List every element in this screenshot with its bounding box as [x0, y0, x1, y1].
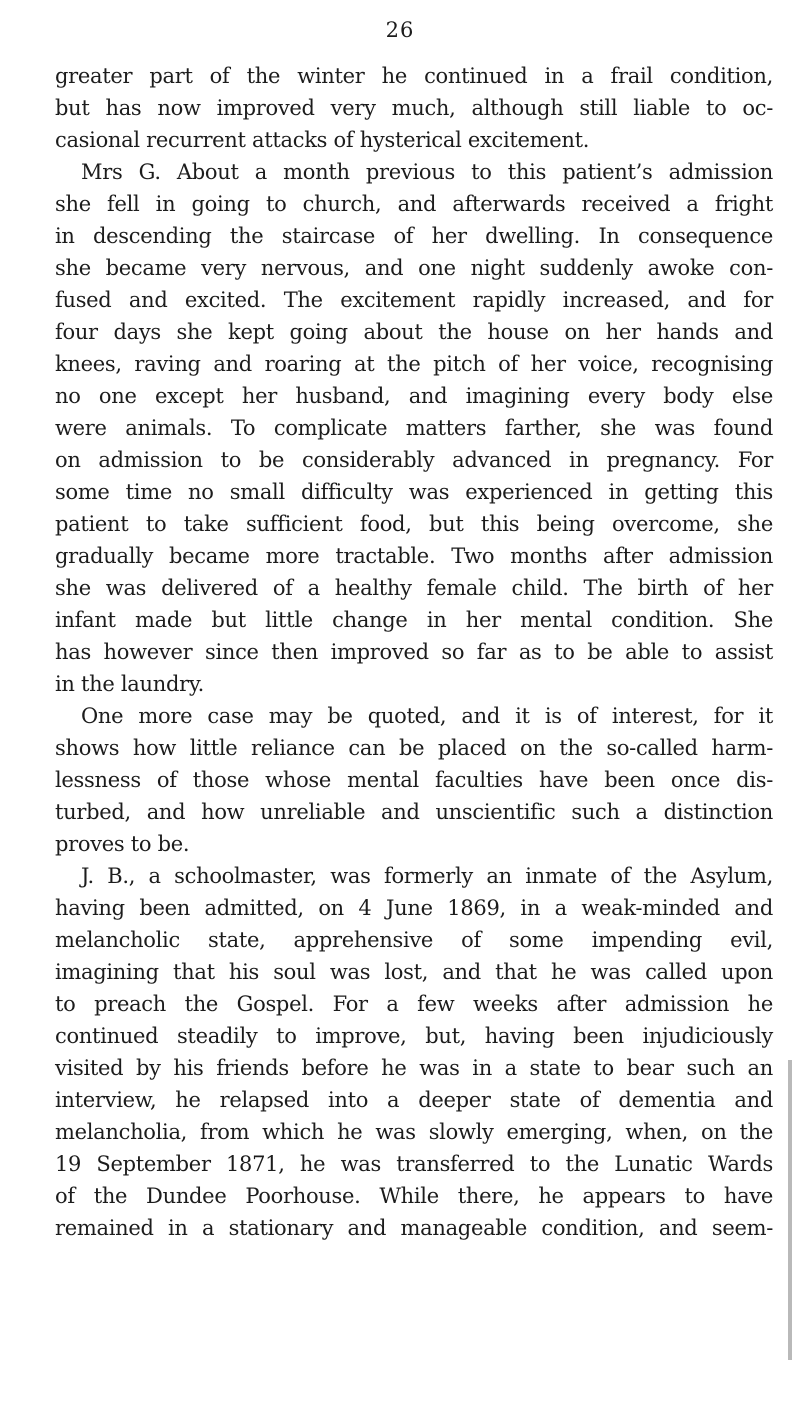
text-line: One more case may be quoted, and it is of interest, for it [81, 704, 773, 728]
text-line: but has now improved very much, although still liable to oc- [55, 96, 773, 120]
text-line: imagining that his soul was lost, and that he was called upon [55, 960, 773, 984]
text-line: proves to be. [55, 832, 190, 856]
text-line: to preach the Gospel. For a few weeks after admission he [55, 992, 773, 1016]
text-line: she was delivered of a healthy female child. The birth of her [55, 576, 773, 600]
text-line: in descending the staircase of her dwelling. In consequence [55, 224, 773, 248]
text-line: visited by his friends before he was in a state to bear such an [55, 1056, 773, 1080]
text-line: remained in a stationary and manageable condition, and seem- [55, 1216, 773, 1240]
text-line: no one except her husband, and imagining every body else [55, 384, 773, 408]
text-line: 19 September 1871, he was transferred to the Lunatic Wards [55, 1152, 773, 1176]
text-line: melancholia, from which he was slowly emerging, when, on the [55, 1120, 773, 1144]
text-line: patient to take sufficient food, but this being overcome, she [55, 512, 773, 536]
text-line: infant made but little change in her mental condition. She [55, 608, 773, 632]
text-line: shows how little reliance can be placed on the so-called harm- [55, 736, 773, 760]
text-line: she fell in going to church, and afterwards received a fright [55, 192, 773, 216]
text-line: she became very nervous, and one night suddenly awoke con- [55, 256, 773, 280]
text-line: greater part of the winter he continued in a frail condition, [55, 64, 773, 88]
body-text [55, 60, 773, 1244]
text-line: on admission to be considerably advanced in pregnancy. For [55, 448, 773, 472]
text-line: melancholic state, apprehensive of some impending evil, [55, 928, 773, 952]
text-line: gradually became more tractable. Two months after admission [55, 544, 773, 568]
text-line: four days she kept going about the house on her hands and [55, 320, 773, 344]
text-line: some time no small difficulty was experienced in getting this [55, 480, 773, 504]
text-line: in the laundry. [55, 672, 205, 696]
page-edge-shadow [788, 1060, 792, 1360]
text-line: has however since then improved so far as to be able to assist [55, 640, 773, 664]
text-line: of the Dundee Poorhouse. While there, he appears to have [55, 1184, 773, 1208]
page-number: 26 [385, 18, 415, 42]
text-line: continued steadily to improve, but, having been injudiciously [55, 1024, 773, 1048]
text-line: turbed, and how unreliable and unscientific such a distinction [55, 800, 773, 824]
text-line: interview, he relapsed into a deeper state of dementia and [55, 1088, 773, 1112]
text-line: J. B., a schoolmaster, was formerly an inmate of the Asylum, [81, 864, 773, 888]
text-line: casional recurrent attacks of hysterical excitement. [55, 128, 590, 152]
text-line: knees, raving and roaring at the pitch of her voice, recognising [55, 352, 773, 376]
text-line: were animals. To complicate matters farther, she was found [55, 416, 773, 440]
text-line: lessness of those whose mental faculties have been once dis- [55, 768, 773, 792]
text-line: having been admitted, on 4 June 1869, in a weak-minded and [55, 896, 773, 920]
text-line: Mrs G. About a month previous to this patient’s admission [81, 160, 773, 184]
text-line: fused and excited. The excitement rapidly increased, and for [55, 288, 773, 312]
